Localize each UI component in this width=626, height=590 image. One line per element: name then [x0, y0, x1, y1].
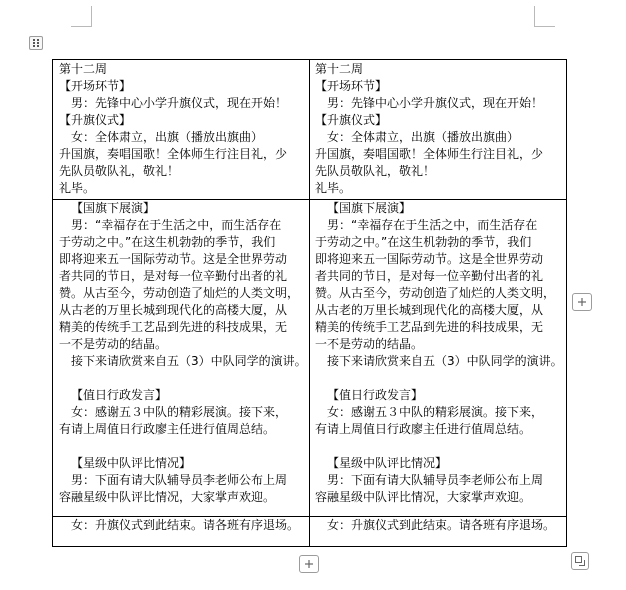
text-line: 于劳动之中。”在这生机勃勃的季节，我们 — [315, 235, 532, 249]
page-corner-mark-left — [71, 6, 92, 27]
text-line: 精美的传统手工艺品到先进的科技成果，无 — [59, 320, 288, 334]
text-line: 有请上周值日行政廖主任进行值周总结。 — [315, 422, 532, 436]
text-line: 赞。从古至今，劳动创造了灿烂的人类文明， — [59, 286, 300, 300]
move-icon — [32, 39, 40, 47]
text-line: 第十二周 — [315, 62, 364, 76]
column-divider — [309, 60, 310, 546]
text-line: 接下来请欣赏来自五（3）中队同学的演讲。 — [327, 354, 563, 368]
text-line: 先队员敬队礼，敬礼！ — [315, 164, 436, 178]
table-cell-r3-c2[interactable] — [315, 517, 555, 534]
text-line: 容融星级中队评比情况，大家掌声欢迎。 — [315, 490, 532, 504]
text-line: 接下来请欣赏来自五（3）中队同学的演讲。 — [71, 354, 307, 368]
text-line: 从古老的万里长城到现代化的高楼大厦，从 — [59, 303, 288, 317]
text-line: 升国旗，奏唱国歌！全体师生行注目礼，少 — [59, 147, 288, 161]
text-line: 【国旗下展演】 — [71, 201, 156, 215]
text-line: 【值日行政发言】 — [71, 388, 168, 402]
table-move-handle[interactable] — [29, 36, 43, 50]
plus-icon — [304, 559, 314, 569]
text-line: 【开场环节】 — [59, 79, 132, 93]
text-line: 【国旗下展演】 — [327, 201, 412, 215]
table-cell-r2-c1[interactable] — [59, 200, 307, 506]
text-line: 女：全体肃立，出旗（播放出旗曲） — [71, 130, 264, 144]
table-cell-r3-c1[interactable] — [59, 517, 299, 534]
text-line: 即将迎来五一国际劳动节。这是全世界劳动 — [59, 252, 288, 266]
text-line: 男：先锋中心小学升旗仪式，现在开始！ — [71, 96, 288, 110]
text-line: 礼毕。 — [315, 181, 352, 195]
text-line: 【升旗仪式】 — [315, 113, 388, 127]
text-line: 【星级中队评比情况】 — [71, 456, 192, 470]
text-line: 先队员敬队礼，敬礼！ — [59, 164, 180, 178]
text-line: 男：先锋中心小学升旗仪式，现在开始！ — [327, 96, 544, 110]
text-line: 男：下面有请大队辅导员李老师公布上周 — [71, 473, 288, 487]
text-line: 【升旗仪式】 — [59, 113, 132, 127]
text-line: 一不是劳动的结晶。 — [315, 337, 424, 351]
text-line: 即将迎来五一国际劳动节。这是全世界劳动 — [315, 252, 544, 266]
text-line: 精美的传统手工艺品到先进的科技成果，无 — [315, 320, 544, 334]
text-line: 女：感谢五３中队的精彩展演。接下来， — [71, 405, 288, 419]
text-line: 者共同的节日，是对每一位辛勤付出者的礼 — [315, 269, 544, 283]
text-line: 【值日行政发言】 — [327, 388, 424, 402]
text-line: 【开场环节】 — [315, 79, 388, 93]
text-line: 女：感谢五３中队的精彩展演。接下来， — [327, 405, 544, 419]
text-line: 从古老的万里长城到现代化的高楼大厦，从 — [315, 303, 544, 317]
text-line: 女：升旗仪式到此结束。请各班有序退场。 — [327, 518, 556, 532]
blank-line — [315, 438, 563, 455]
table-cell-r1-c1[interactable] — [59, 61, 287, 197]
text-line: 礼毕。 — [59, 181, 96, 195]
table-cell-r1-c2[interactable] — [315, 61, 543, 197]
text-line: 一不是劳动的结晶。 — [59, 337, 168, 351]
blank-line — [59, 370, 307, 387]
text-line: 女：全体肃立，出旗（播放出旗曲） — [327, 130, 520, 144]
text-line: 容融星级中队评比情况，大家掌声欢迎。 — [59, 490, 276, 504]
add-column-button[interactable] — [572, 293, 592, 311]
blank-line — [59, 438, 307, 455]
plus-icon — [577, 297, 587, 307]
text-line: 男：下面有请大队辅导员李老师公布上周 — [327, 473, 544, 487]
text-line: 升国旗，奏唱国歌！全体师生行注目礼，少 — [315, 147, 544, 161]
text-line: 有请上周值日行政廖主任进行值周总结。 — [59, 422, 276, 436]
text-line: 于劳动之中。”在这生机勃勃的季节，我们 — [59, 235, 276, 249]
text-line: 第十二周 — [59, 62, 108, 76]
script-table[interactable] — [52, 59, 567, 547]
page-corner-mark-right — [534, 6, 555, 27]
text-line: 赞。从古至今，劳动创造了灿烂的人类文明， — [315, 286, 556, 300]
blank-line — [315, 370, 563, 387]
text-line: 者共同的节日，是对每一位辛勤付出者的礼 — [59, 269, 288, 283]
table-cell-r2-c2[interactable] — [315, 200, 563, 506]
text-line: 男：“幸福存在于生活之中，而生活存在 — [71, 218, 282, 232]
resize-icon — [575, 556, 585, 566]
text-line: 男：“幸福存在于生活之中，而生活存在 — [327, 218, 538, 232]
text-line: 女：升旗仪式到此结束。请各班有序退场。 — [71, 518, 300, 532]
table-resize-handle[interactable] — [571, 552, 589, 570]
text-line: 【星级中队评比情况】 — [327, 456, 448, 470]
add-row-button[interactable] — [299, 555, 319, 573]
